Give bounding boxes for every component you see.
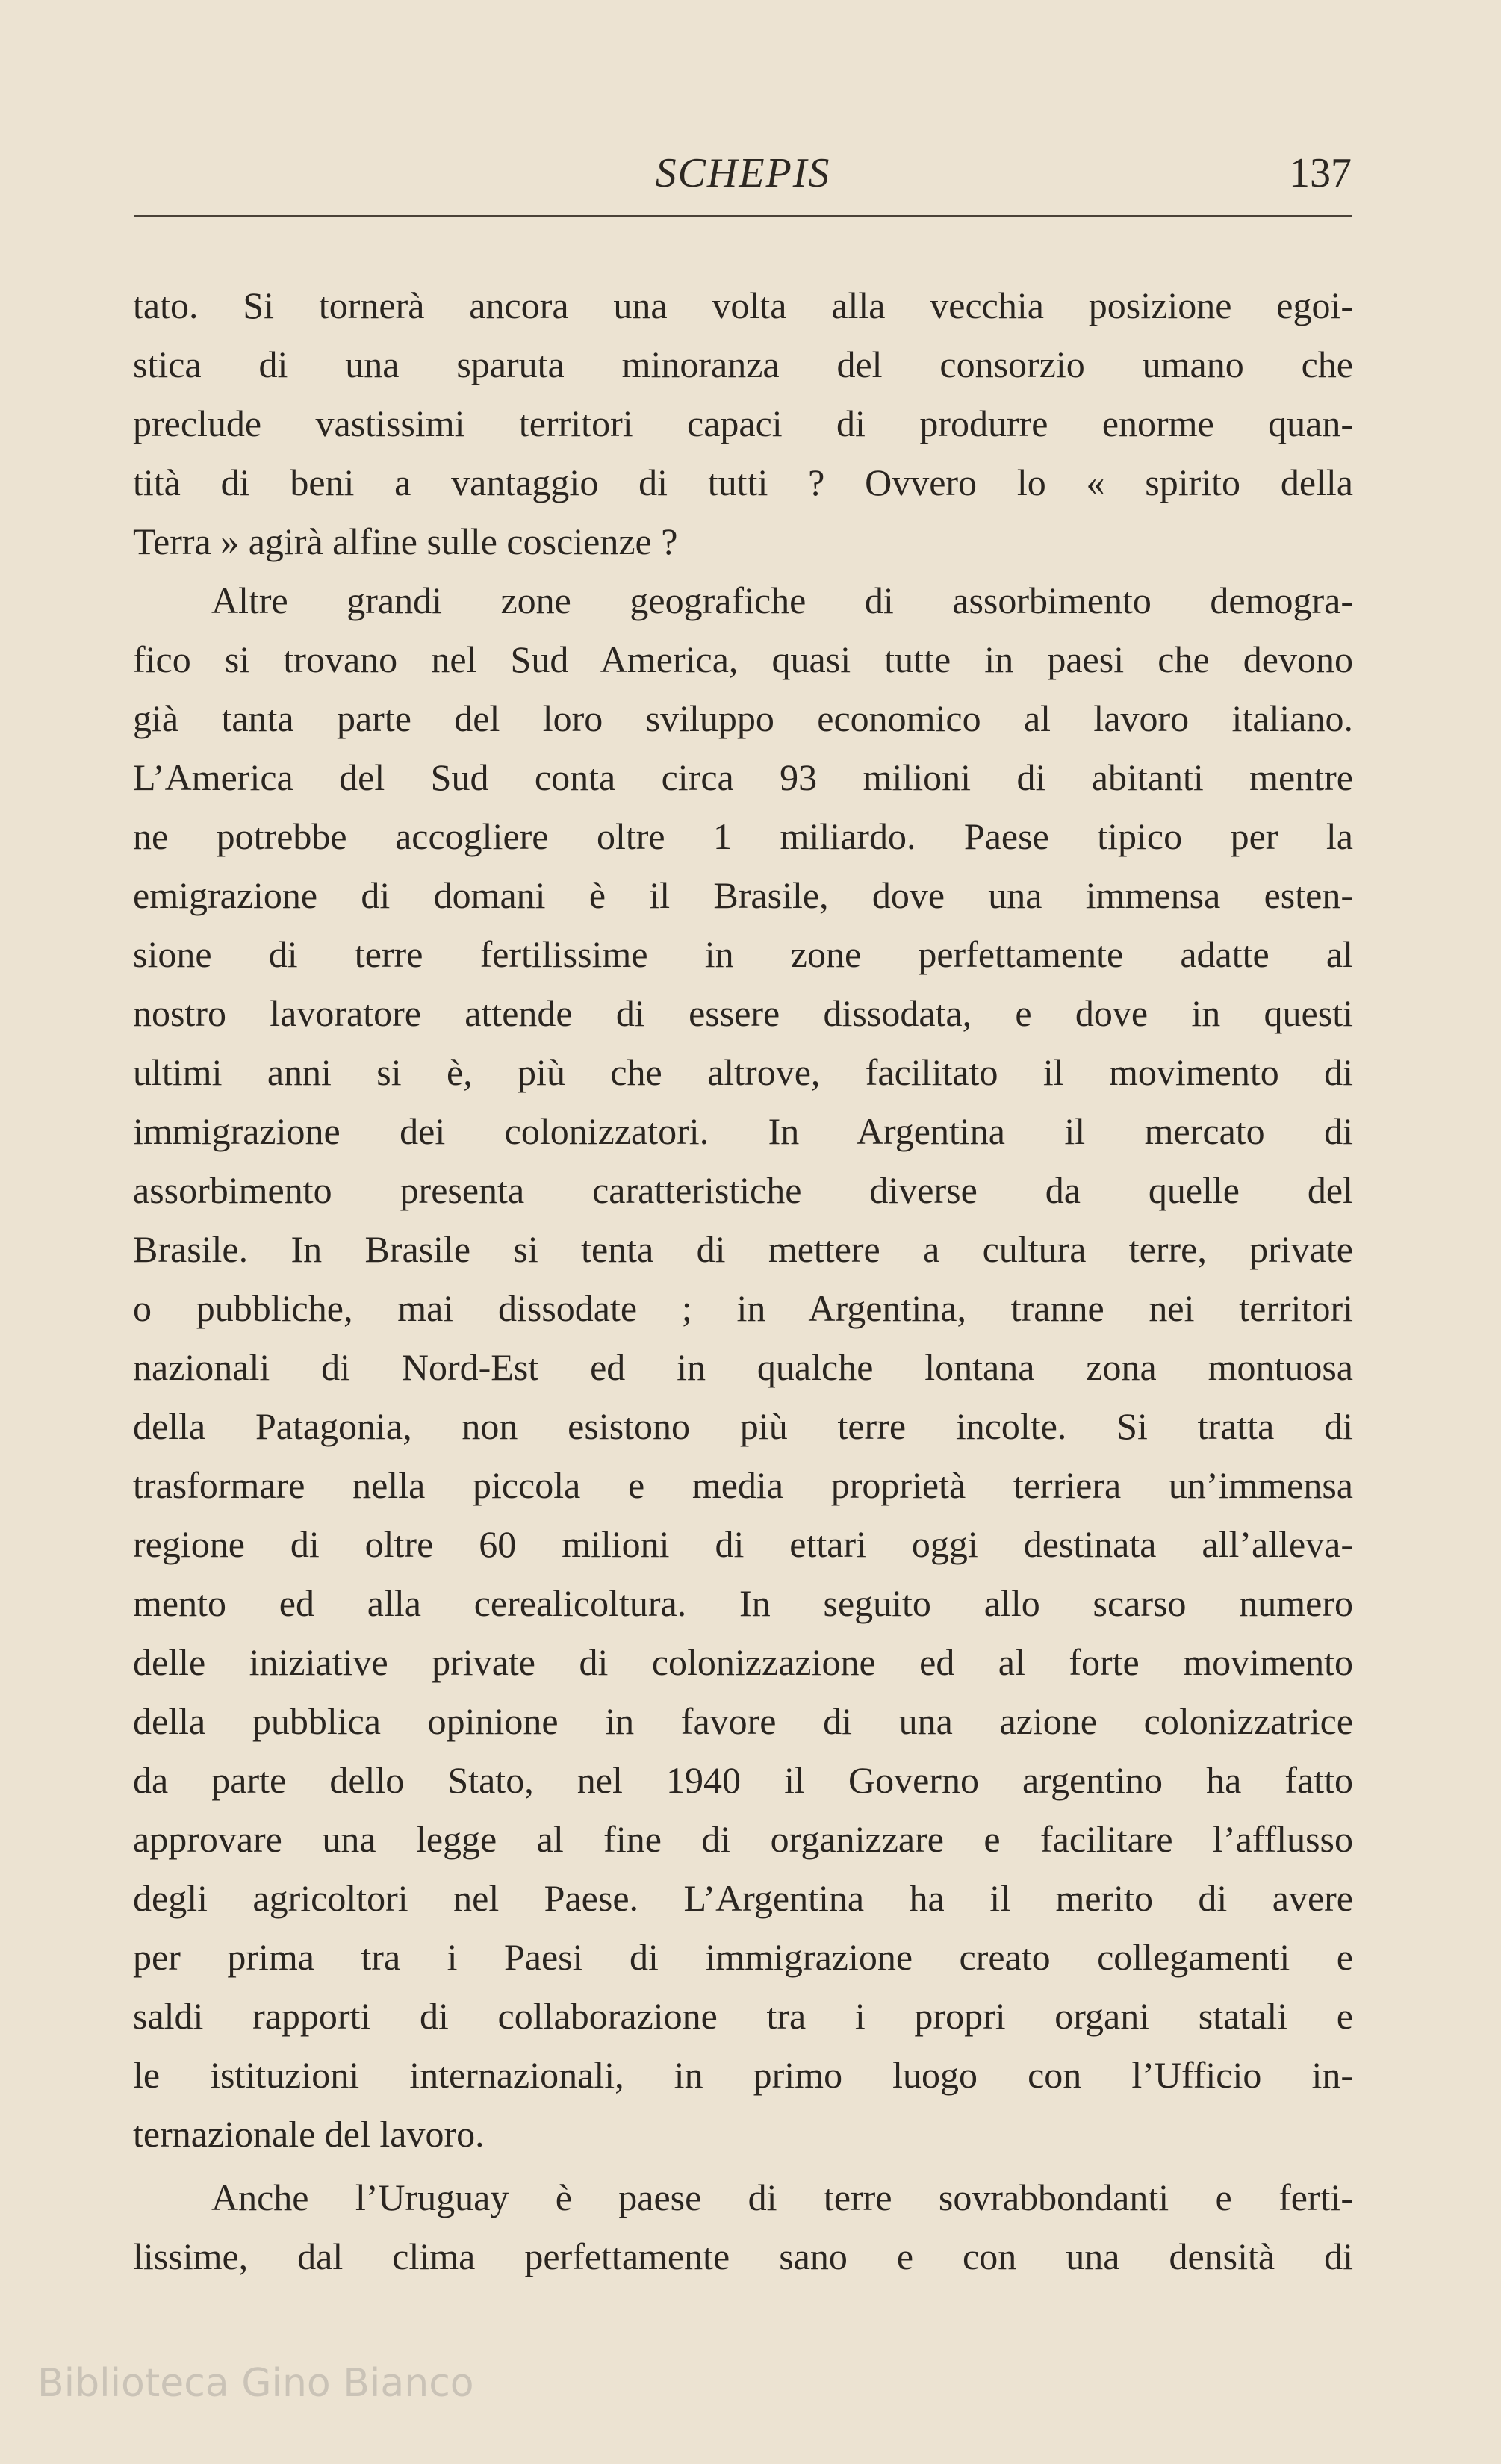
text-line: tità di beni a vantaggio di tutti ? Ovvero lo « spirito della (133, 461, 1353, 503)
text-line: ultimi anni si è, più che altrove, facilitato il movimento di (133, 1051, 1353, 1093)
text-line: Terra » agirà alfine sulle coscienze ? (133, 520, 678, 562)
text-line: per prima tra i Paesi di immigrazione creato collegamenti e (133, 1936, 1353, 1978)
text-line: lissime, dal clima perfettamente sano e con una densità di (133, 2236, 1353, 2277)
text-line: preclude vastissimi territori capaci di produrre enorme quan- (133, 402, 1353, 444)
text-line: mento ed alla cerealicoltura. In seguito allo scarso numero (133, 1582, 1353, 1624)
text-line: regione di oltre 60 milioni di ettari oggi destinata all’alleva- (133, 1523, 1353, 1565)
library-watermark: Biblioteca Gino Bianco (37, 2361, 474, 2406)
page-header (134, 142, 1352, 209)
text-line: Altre grandi zone geografiche di assorbimento demogra- (211, 579, 1353, 621)
text-line: Brasile. In Brasile si tenta di mettere a cultura terre, private (133, 1228, 1353, 1270)
text-line: da parte dello Stato, nel 1940 il Governo argentino ha fatto (133, 1759, 1353, 1801)
page-number: 137 (1289, 150, 1352, 196)
text-line: della pubblica opinione in favore di una azione colonizzatrice (133, 1700, 1353, 1742)
text-line: L’America del Sud conta circa 93 milioni di abitanti mentre (133, 756, 1353, 798)
text-line: nostro lavoratore attende di essere dissodata, e dove in questi (133, 992, 1353, 1034)
text-line: assorbimento presenta caratteristiche diverse da quelle del (133, 1169, 1353, 1211)
text-line: ne potrebbe accogliere oltre 1 miliardo. Paese tipico per la (133, 815, 1353, 857)
text-line: immigrazione dei colonizzatori. In Argentina il mercato di (133, 1110, 1353, 1152)
running-head: SCHEPIS (655, 150, 831, 196)
text-line: delle iniziative private di colonizzazione ed al forte movimento (133, 1641, 1353, 1683)
text-line: saldi rapporti di collaborazione tra i propri organi statali e (133, 1995, 1353, 2037)
text-line: già tanta parte del loro sviluppo economico al lavoro italiano. (133, 697, 1353, 739)
text-line: trasformare nella piccola e media proprietà terriera un’immensa (133, 1464, 1353, 1506)
text-line: emigrazione di domani è il Brasile, dove una immensa esten- (133, 874, 1353, 916)
text-line: ternazionale del lavoro. (133, 2113, 485, 2155)
text-line: fico si trovano nel Sud America, quasi tutte in paesi che devono (133, 638, 1353, 680)
text-line: Anche l’Uruguay è paese di terre sovrabbondanti e ferti- (211, 2177, 1353, 2218)
text-line: della Patagonia, non esistono più terre incolte. Si tratta di (133, 1405, 1353, 1447)
header-rule (134, 215, 1352, 217)
text-line: approvare una legge al fine di organizzare e facilitare l’afflusso (133, 1818, 1353, 1860)
text-line: o pubbliche, mai dissodate ; in Argentina, tranne nei territori (133, 1287, 1353, 1329)
text-line: stica di una sparuta minoranza del consorzio umano che (133, 343, 1353, 385)
body-text (133, 276, 1353, 2286)
text-line: nazionali di Nord-Est ed in qualche lontana zona montuosa (133, 1346, 1353, 1388)
text-line: le istituzioni internazionali, in primo luogo con l’Ufficio in- (133, 2054, 1353, 2096)
text-line: degli agricoltori nel Paese. L’Argentina ha il merito di avere (133, 1877, 1353, 1919)
text-line: sione di terre fertilissime in zone perfettamente adatte al (133, 933, 1353, 975)
text-line: tato. Si tornerà ancora una volta alla vecchia posizione egoi- (133, 284, 1353, 326)
